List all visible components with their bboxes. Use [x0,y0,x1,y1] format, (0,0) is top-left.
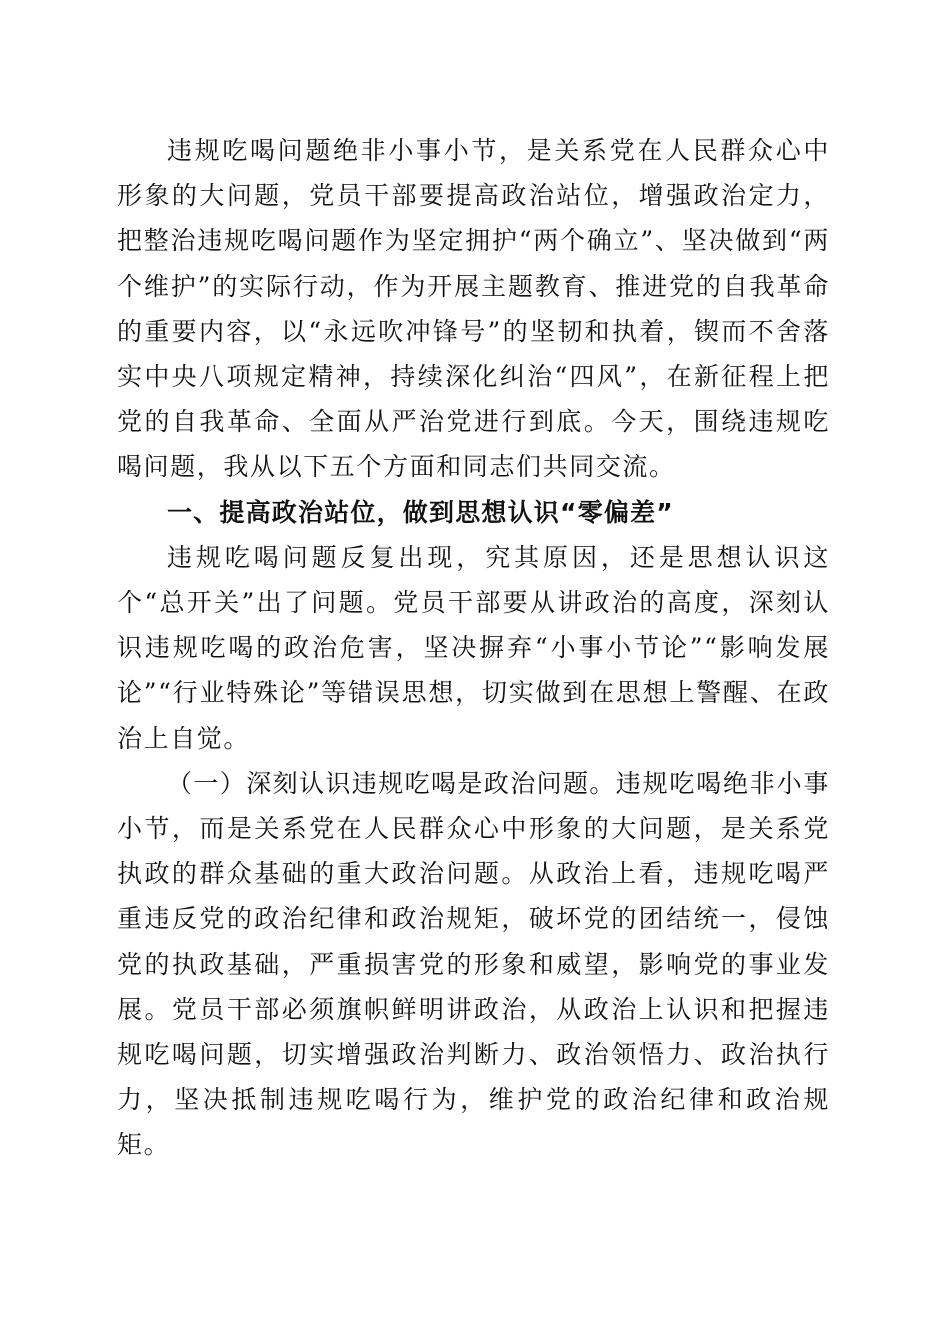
section-paragraph: 违规吃喝问题反复出现，究其原因，还是思想认识这个“总开关”出了问题。党员干部要从讲政治的高度，深刻认识违规吃喝的政治危害，坚决摒弃“小事小节论”“影响发展论”“行业特殊论”等错误思想，切实做到在思想上警醒、在政治上自觉。 [117,542,830,753]
subsection-paragraph [117,761,830,1168]
subsection-lead: （一）深刻认识违规吃喝是政治问题。 [167,768,616,798]
document-body [117,128,830,1168]
section-heading: 一、提高政治站位，做到思想认识“零偏差” [167,497,674,527]
intro-paragraph: 违规吃喝问题绝非小事小节，是关系党在人民群众心中形象的大问题，党员干部要提高政治站位，增强政治定力，把整治违规吃喝问题作为坚定拥护“两个确立”、坚决做到“两个维护”的实际行动，作为开展主题教育、推进党的自我革命的重要内容，以“永远吹冲锋号”的坚韧和执着，锲而不舍落实中央八项规定精神，持续深化纠治“四风”，在新征程上把党的自我革命、全面从严治党进行到底。今天，围绕违规吃喝问题，我从以下五个方面和同志们共同交流。 [117,136,830,482]
subsection-body: 违规吃喝绝非小事小节，而是关系党在人民群众心中形象的大问题，是关系党执政的群众基础的重大政治问题。从政治上看，违规吃喝严重违反党的政治纪律和政治规矩，破坏党的团结统一，侵蚀党的执政基础，严重损害党的形象和威望，影响党的事业发展。党员干部必须旗帜鲜明讲政治，从政治上认识和把握违规吃喝问题，切实增强政治判断力、政治领悟力、政治执行力，坚决抵制违规吃喝行为，维护党的政治纪律和政治规矩。 [117,768,830,1160]
